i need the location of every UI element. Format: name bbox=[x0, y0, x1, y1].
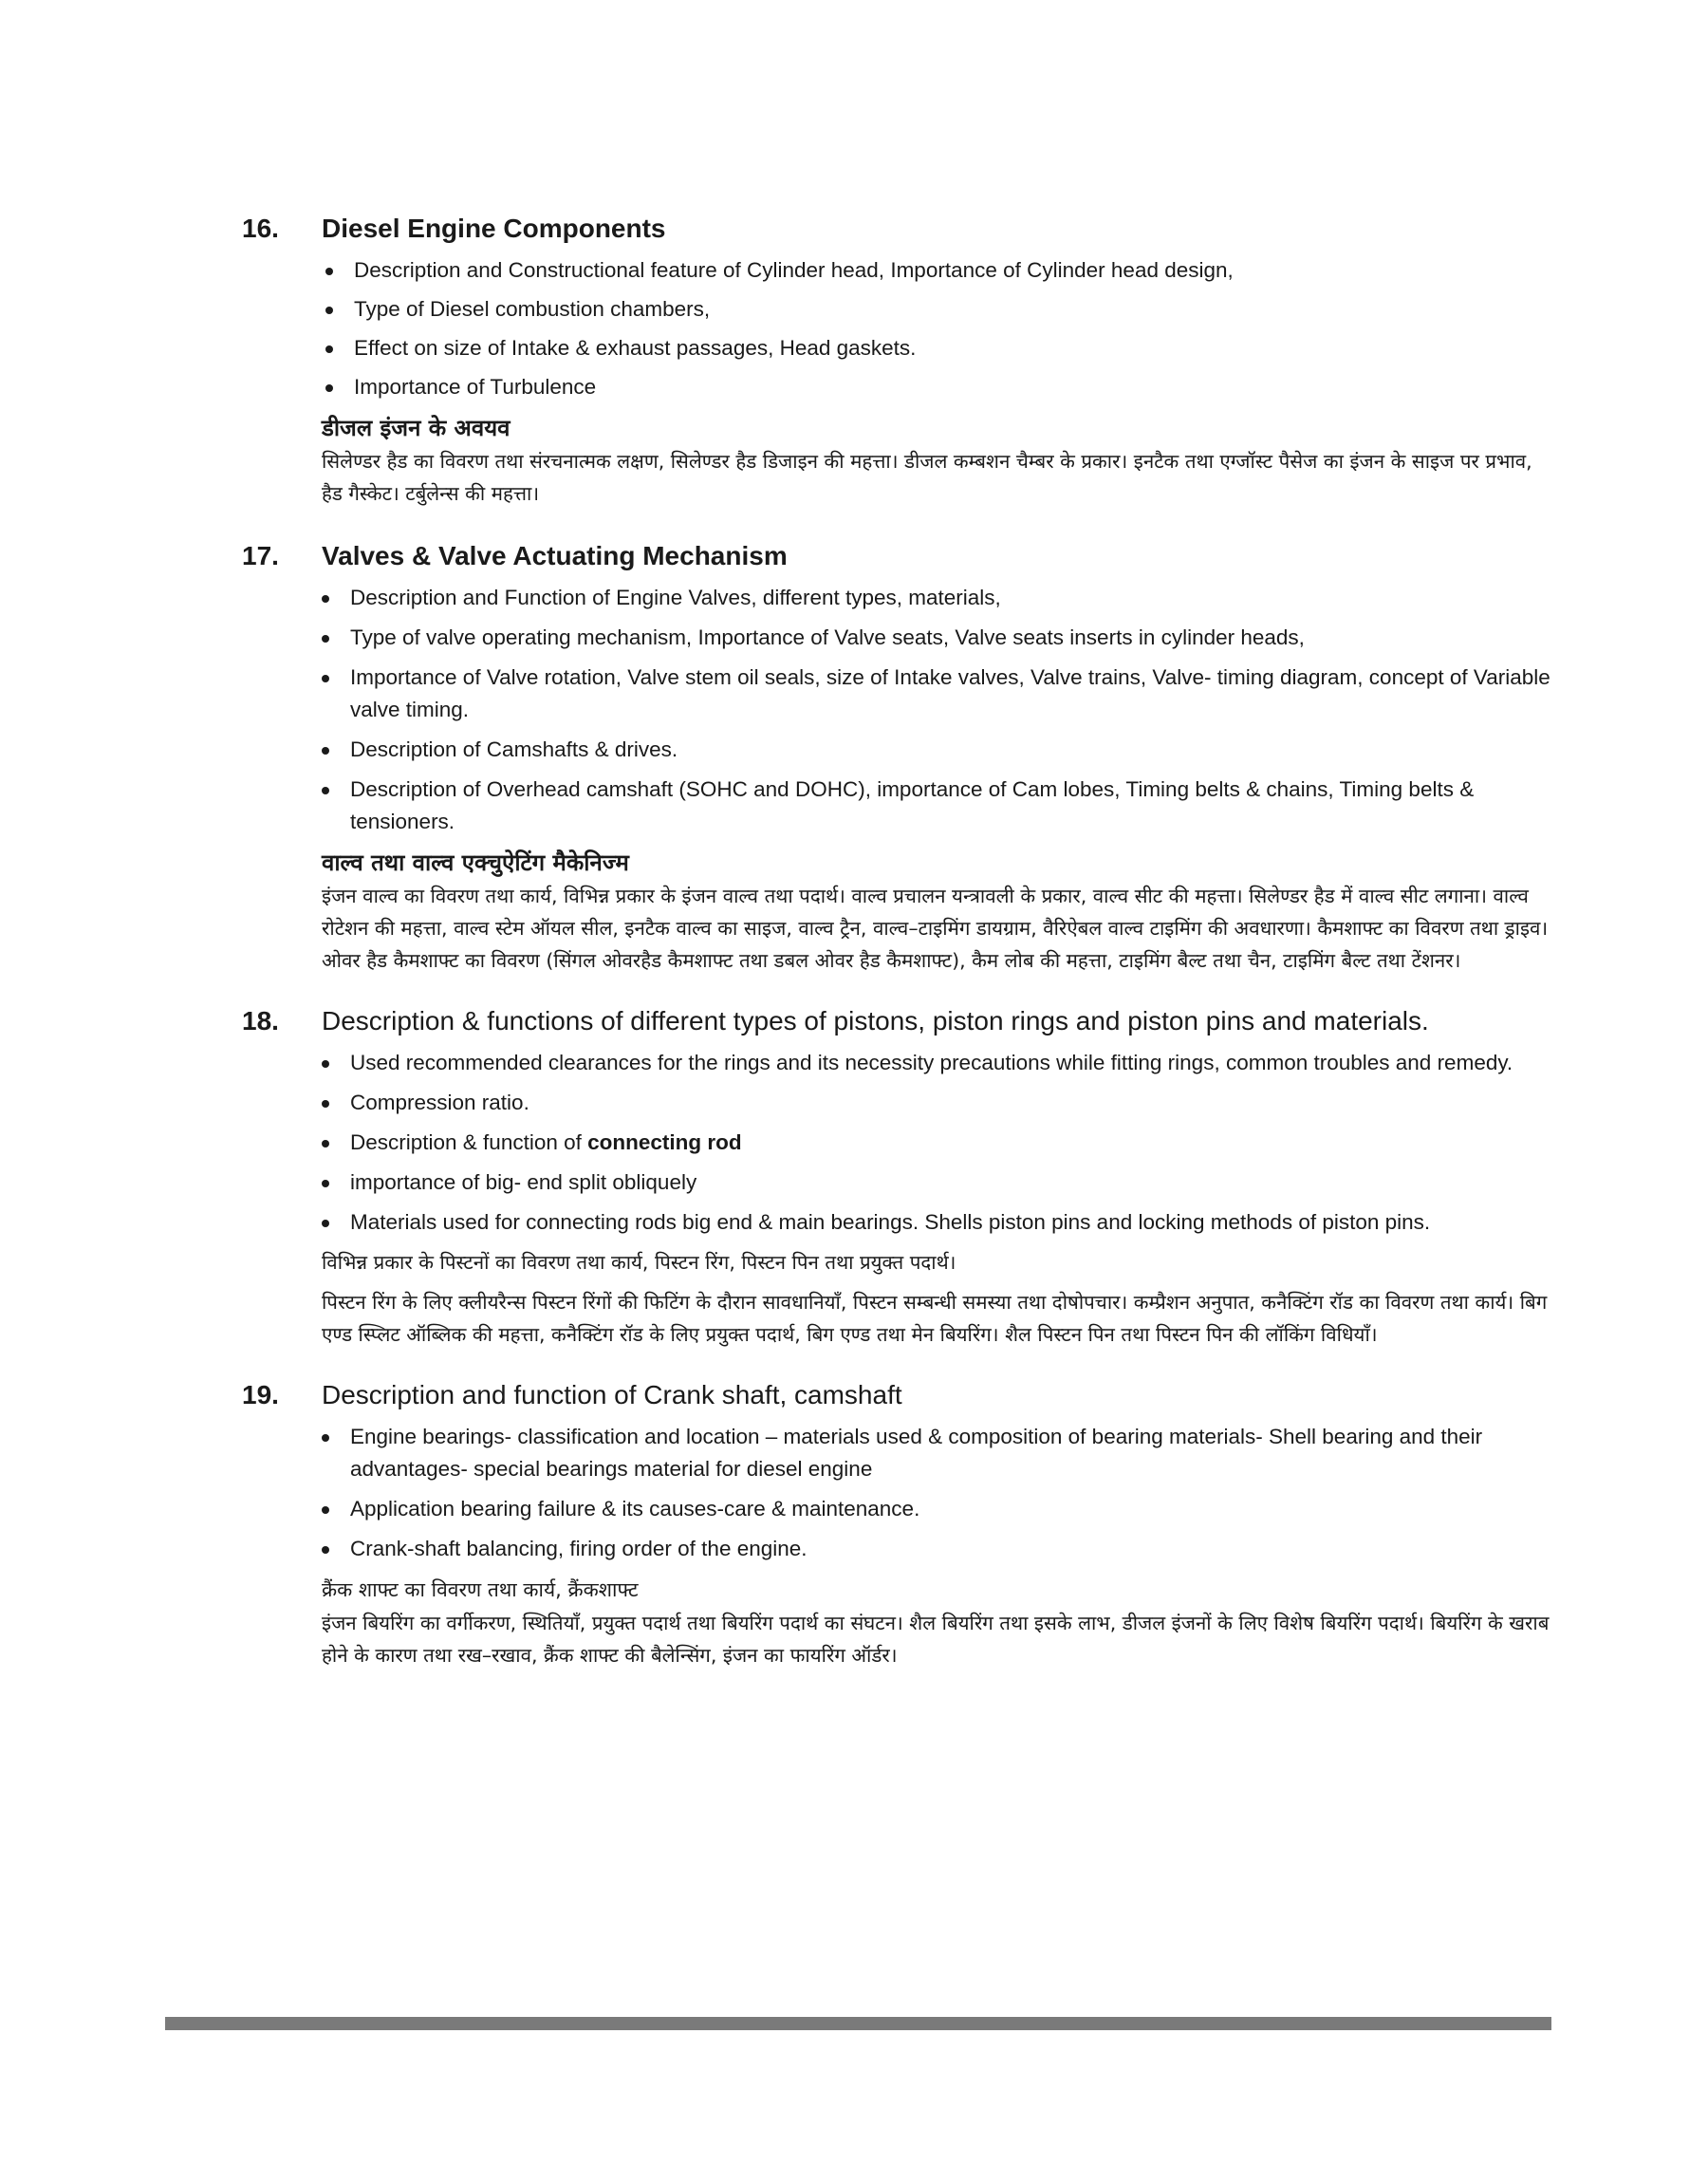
list-item bbox=[314, 622, 1551, 654]
list-item bbox=[314, 1421, 1551, 1485]
list-item bbox=[314, 1047, 1551, 1079]
syllabus-content bbox=[242, 211, 1551, 1671]
list-item-text: Compression ratio. bbox=[350, 1091, 529, 1114]
bullet-icon bbox=[322, 635, 329, 643]
bullet-icon bbox=[322, 1100, 329, 1108]
bullet-list bbox=[314, 582, 1551, 838]
list-item bbox=[318, 293, 1551, 326]
list-item-text: Materials used for connecting rods big end & main bearings. Shells piston pins and locking methods of piston pins. bbox=[350, 1210, 1431, 1234]
bullet-icon bbox=[322, 1180, 329, 1187]
section-header bbox=[242, 538, 1551, 574]
section-header bbox=[242, 1003, 1551, 1039]
list-item-text: Importance of Valve rotation, Valve stem oil seals, size of Intake valves, Valve trains, Valve- timing diagram, concept of Variable valve timing. bbox=[350, 665, 1550, 721]
list-item-text: Used recommended clearances for the rings and its necessity precautions while fitting rings, common troubles and remedy. bbox=[350, 1051, 1513, 1074]
section-18 bbox=[242, 1003, 1551, 1351]
bullet-icon bbox=[322, 675, 329, 682]
bullet-icon bbox=[322, 747, 329, 755]
list-item-text: Effect on size of Intake & exhaust passages, Head gaskets. bbox=[354, 336, 917, 360]
bullet-icon bbox=[322, 1434, 329, 1442]
bullet-icon bbox=[322, 1220, 329, 1227]
section-body bbox=[322, 254, 1551, 510]
hindi-paragraph: पिस्टन रिंग के लिए क्लीयरैन्स पिस्टन रिंगों की फिटिंग के दौरान सावधानियाँ, पिस्टन सम्बन्धी समस्या तथा दोषोपचार। कम्प्रैशन अनुपात, कनैक्टिंग रॉड का विवरण तथा कार्य। बिग एण्ड स्प्लिट ऑब्लिक की महत्ता, कनैक्टिंग रॉड के लिए प्रयुक्त पदार्थ, बिग एण्ड तथा मेन बियरिंग। शैल पिस्टन पिन तथा पिस्टन पिन की लॉकिंग विधियाँ। bbox=[322, 1291, 1548, 1346]
list-item bbox=[314, 1166, 1551, 1199]
hindi-paragraph: इंजन बियरिंग का वर्गीकरण, स्थितियाँ, प्रयुक्त पदार्थ तथा बियरिंग पदार्थ का संघटन। शैल बियरिंग तथा इसके लाभ, डीजल इंजनों के लिए विशेष बियरिंग पदार्थ। बियरिंग के खराब होने के कारण तथा रख–रखाव, क्रैंक शाफ्ट की बैलेन्सिंग, इंजन का फायरिंग ऑर्डर। bbox=[322, 1612, 1550, 1667]
bullet-icon bbox=[325, 384, 333, 392]
section-header bbox=[242, 211, 1551, 247]
section-16 bbox=[242, 211, 1551, 510]
list-item-text: Importance of Turbulence bbox=[354, 375, 597, 399]
list-item-text: Application bearing failure & its causes-care & maintenance. bbox=[350, 1497, 920, 1521]
list-item-text: Description of Camshafts & drives. bbox=[350, 737, 678, 761]
section-body bbox=[322, 582, 1551, 977]
list-item-text: Engine bearings- classification and location – materials used & composition of bearing materials- Shell bearing and their advantages- special bearings material for diesel engine bbox=[350, 1425, 1483, 1481]
list-item-text: Description and Constructional feature of Cylinder head, Importance of Cylinder head design, bbox=[354, 258, 1234, 282]
bullet-list bbox=[314, 1421, 1551, 1565]
section-19 bbox=[242, 1377, 1551, 1671]
bold-term: connecting rod bbox=[587, 1130, 742, 1154]
section-title: Valves & Valve Actuating Mechanism bbox=[322, 541, 788, 570]
bullet-icon bbox=[322, 1140, 329, 1147]
list-item-text: Type of Diesel combustion chambers, bbox=[354, 297, 711, 321]
hindi-heading: वाल्व तथा वाल्व एक्चुऐटिंग मैकेनिज्म bbox=[322, 849, 629, 876]
bullet-list bbox=[318, 254, 1551, 403]
list-item bbox=[314, 1087, 1551, 1119]
list-item bbox=[314, 734, 1551, 766]
list-item bbox=[314, 1533, 1551, 1565]
list-item-text: Description of Overhead camshaft (SOHC and DOHC), importance of Cam lobes, Timing belts & chains, Timing belts & tensioners. bbox=[350, 777, 1475, 833]
list-item bbox=[318, 254, 1551, 287]
list-item-text: importance of big- end split obliquely bbox=[350, 1170, 697, 1194]
bullet-icon bbox=[322, 787, 329, 794]
bullet-icon bbox=[322, 1060, 329, 1068]
bullet-icon bbox=[325, 345, 333, 353]
section-number: 18. bbox=[242, 1006, 279, 1036]
section-17 bbox=[242, 538, 1551, 977]
list-item bbox=[314, 1493, 1551, 1525]
list-item-text: Type of valve operating mechanism, Importance of Valve seats, Valve seats inserts in cylinder heads, bbox=[350, 625, 1305, 649]
list-item bbox=[314, 1206, 1551, 1239]
list-item bbox=[318, 371, 1551, 403]
hindi-paragraph: इंजन वाल्व का विवरण तथा कार्य, विभिन्न प्रकार के इंजन वाल्व तथा पदार्थ। वाल्व प्रचालन यन्त्रावली के प्रकार, वाल्व सीट की महत्ता। सिलेण्डर हैड में वाल्व सीट लगाना। वाल्व रोटेशन की महत्ता, वाल्व स्टेम ऑयल सील, इनटैक वाल्व का साइज, वाल्व ट्रैन, वाल्व–टाइमिंग डायग्राम, वैरिऐबल वाल्व टाइमिंग की अवधारणा। कैमशाफ्ट का विवरण तथा ड्राइव। ओवर हैड कैमशाफ्ट का विवरण (सिंगल ओवरहैड कैमशाफ्ट तथा डबल ओवर हैड कैमशाफ्ट), कैम लोब की महत्ता, टाइमिंग बैल्ट तथा चैन, टाइमिंग बैल्ट तथा टेंशनर। bbox=[322, 885, 1549, 972]
hindi-paragraph: विभिन्न प्रकार के पिस्टनों का विवरण तथा कार्य, पिस्टन रिंग, पिस्टन पिन तथा प्रयुक्त पदार्थ। bbox=[322, 1251, 956, 1274]
section-title: Diesel Engine Components bbox=[322, 214, 666, 243]
hindi-paragraph: सिलेण्डर हैड का विवरण तथा संरचनात्मक लक्षण, सिलेण्डर हैड डिजाइन की महत्ता। डीजल कम्बशन चैम्बर के प्रकार। इनटैक तथा एग्जॉस्ट पैसेज का इंजन के साइज पर प्रभाव, हैड गैस्केट। टर्बुलेन्स की महत्ता। bbox=[322, 450, 1532, 505]
section-body bbox=[322, 1421, 1551, 1671]
list-item bbox=[314, 582, 1551, 614]
section-number: 16. bbox=[242, 214, 279, 243]
section-body bbox=[322, 1047, 1551, 1351]
section-title: Description & functions of different types of pistons, piston rings and piston pins and materials. bbox=[322, 1006, 1429, 1036]
section-title: Description and function of Crank shaft, camshaft bbox=[322, 1380, 902, 1409]
section-number: 19. bbox=[242, 1380, 279, 1409]
list-item-text: Description & function of bbox=[350, 1130, 588, 1154]
section-header bbox=[242, 1377, 1551, 1413]
footer-divider bbox=[165, 2017, 1551, 2030]
bullet-icon bbox=[322, 1546, 329, 1554]
list-item-text: Crank-shaft balancing, firing order of the engine. bbox=[350, 1537, 808, 1560]
list-item bbox=[318, 332, 1551, 364]
list-item bbox=[314, 1127, 1551, 1159]
bullet-icon bbox=[322, 595, 329, 603]
section-number: 17. bbox=[242, 541, 279, 570]
list-item bbox=[314, 774, 1551, 838]
bullet-icon bbox=[325, 307, 333, 314]
list-item-text: Description and Function of Engine Valves, different types, materials, bbox=[350, 586, 1001, 609]
hindi-heading: डीजल इंजन के अवयव bbox=[322, 415, 511, 441]
bullet-icon bbox=[322, 1506, 329, 1514]
list-item bbox=[314, 662, 1551, 726]
hindi-heading: क्रैंक शाफ्ट का विवरण तथा कार्य, क्रैंकशाफ्ट bbox=[322, 1578, 639, 1601]
bullet-list bbox=[314, 1047, 1551, 1239]
bullet-icon bbox=[325, 268, 333, 275]
